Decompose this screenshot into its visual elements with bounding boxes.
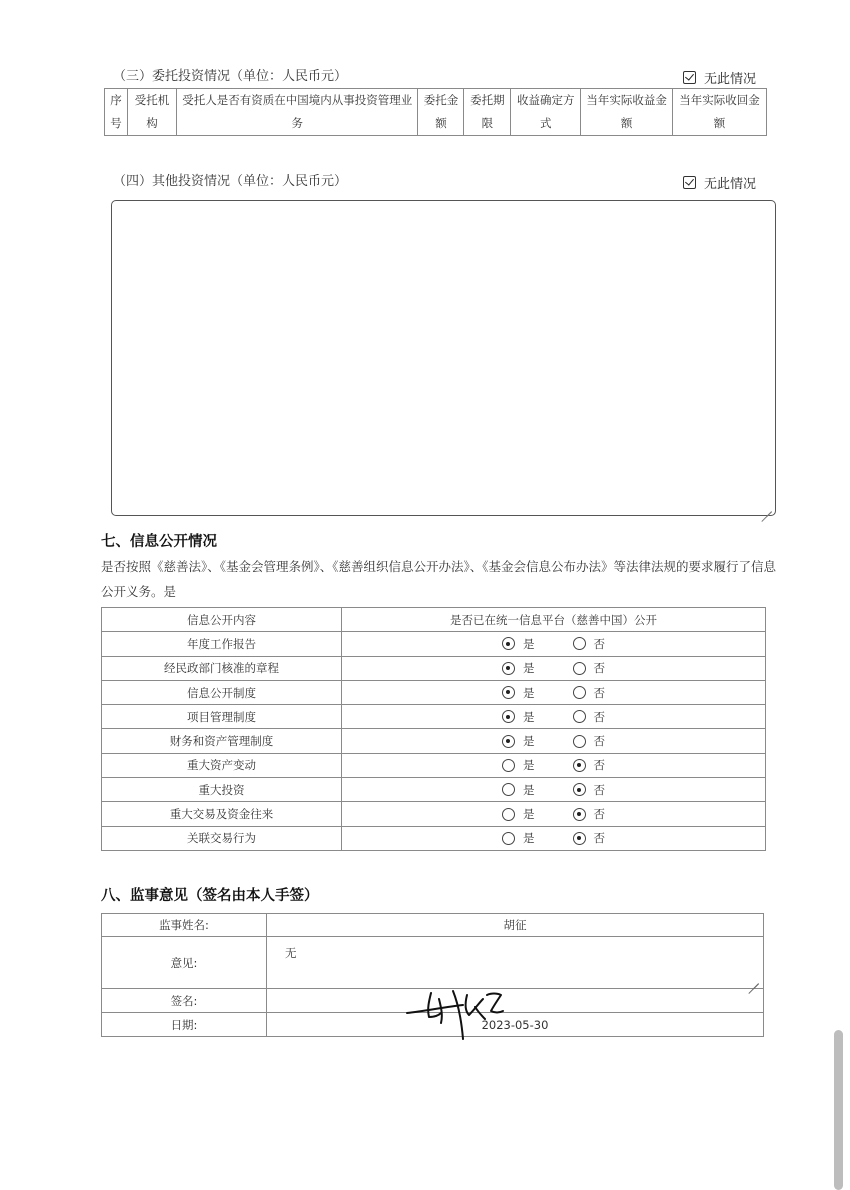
radio-no-label: 否 [593, 636, 605, 651]
disclosure-item: 信息公开制度 [102, 680, 342, 704]
radio-no[interactable] [573, 685, 606, 701]
checkbox-checked-icon [683, 176, 696, 189]
header-term: 委托期 限 [464, 89, 511, 136]
header-return-method: 收益确定方 式 [511, 89, 581, 136]
table-row [102, 729, 766, 753]
disclosure-options [342, 705, 766, 729]
table-row [102, 778, 766, 802]
radio-icon [502, 662, 515, 675]
radio-icon [502, 637, 515, 650]
radio-no-label: 否 [593, 758, 605, 773]
radio-icon [573, 662, 586, 675]
supervisor-name-label: 监事姓名: [102, 914, 267, 937]
radio-icon [573, 832, 586, 845]
resize-handle-icon[interactable] [747, 972, 759, 984]
radio-no-label: 否 [593, 782, 605, 797]
header-actual-return: 当年实际收益金 额 [581, 89, 673, 136]
disclosure-heading: 七、信息公开情况 [101, 534, 217, 550]
radio-yes[interactable] [502, 830, 535, 846]
radio-icon [573, 710, 586, 723]
radio-no[interactable] [573, 782, 606, 798]
radio-icon [573, 808, 586, 821]
radio-no[interactable] [573, 660, 606, 676]
disclosure-item: 关联交易行为 [102, 826, 342, 850]
radio-icon [573, 735, 586, 748]
radio-yes[interactable] [502, 709, 535, 725]
radio-yes[interactable] [502, 782, 535, 798]
radio-yes[interactable] [502, 660, 535, 676]
radio-yes-label: 是 [523, 831, 535, 846]
radio-icon [502, 783, 515, 796]
disclosure-options [342, 656, 766, 680]
radio-no-label: 否 [593, 831, 605, 846]
radio-yes-label: 是 [523, 734, 535, 749]
checkbox-checked-icon [683, 71, 696, 84]
radio-icon [573, 686, 586, 699]
radio-yes[interactable] [502, 685, 535, 701]
opinion-field[interactable] [267, 937, 764, 989]
disclosure-options [342, 729, 766, 753]
radio-no-label: 否 [593, 807, 605, 822]
disclosure-options [342, 753, 766, 777]
disclosure-options [342, 680, 766, 704]
table-row [102, 656, 766, 680]
radio-icon [502, 759, 515, 772]
header-amount: 委托金 额 [418, 89, 464, 136]
disclosure-item: 重大投资 [102, 778, 342, 802]
radio-icon [573, 637, 586, 650]
handwritten-signature [405, 985, 505, 1041]
date-label: 日期: [102, 1013, 267, 1037]
radio-icon [502, 808, 515, 821]
table-header-row [105, 89, 767, 136]
disclosure-options [342, 632, 766, 656]
radio-icon [502, 710, 515, 723]
table-row [102, 680, 766, 704]
table-row [102, 705, 766, 729]
disclosure-item: 年度工作报告 [102, 632, 342, 656]
supervisor-heading: 八、监事意见（签名由本人手签） [101, 888, 319, 904]
disclosure-item: 财务和资产管理制度 [102, 729, 342, 753]
radio-yes[interactable] [502, 806, 535, 822]
radio-yes-label: 是 [523, 758, 535, 773]
header-content: 信息公开内容 [102, 608, 342, 632]
radio-no[interactable] [573, 709, 606, 725]
radio-icon [502, 735, 515, 748]
radio-yes-label: 是 [523, 782, 535, 797]
radio-yes[interactable] [502, 757, 535, 773]
table-row [102, 802, 766, 826]
other-none-checkbox[interactable] [683, 173, 756, 192]
disclosure-item: 重大交易及资金往来 [102, 802, 342, 826]
radio-no-label: 否 [593, 685, 605, 700]
date-value: 2023-05-30 [267, 1013, 764, 1037]
radio-no[interactable] [573, 830, 606, 846]
radio-no[interactable] [573, 757, 606, 773]
disclosure-options [342, 826, 766, 850]
other-none-label: 无此情况 [704, 177, 757, 192]
radio-no-label: 否 [593, 661, 605, 676]
radio-yes-label: 是 [523, 807, 535, 822]
disclosure-options [342, 778, 766, 802]
supervisor-name-value: 胡征 [267, 914, 764, 937]
disclosure-options [342, 802, 766, 826]
radio-no[interactable] [573, 733, 606, 749]
header-trustee: 受托机 构 [127, 89, 176, 136]
entrusted-investment-title: （三）委托投资情况（单位：人民币元） [113, 69, 348, 84]
opinion-value: 无 [285, 946, 297, 960]
disclosure-item: 项目管理制度 [102, 705, 342, 729]
opinion-label: 意见: [102, 937, 267, 989]
radio-icon [573, 783, 586, 796]
header-actual-recovery: 当年实际收回金 额 [673, 89, 767, 136]
disclosure-item: 重大资产变动 [102, 753, 342, 777]
radio-no-label: 否 [593, 709, 605, 724]
entrusted-investment-table [104, 88, 767, 136]
radio-no[interactable] [573, 636, 606, 652]
table-header-row [102, 608, 766, 632]
radio-yes[interactable] [502, 733, 535, 749]
radio-no[interactable] [573, 806, 606, 822]
entrusted-none-label: 无此情况 [704, 72, 757, 87]
signature-cell [267, 989, 764, 1013]
radio-no-label: 否 [593, 734, 605, 749]
disclosure-paragraph: 是否按照《慈善法》、《基金会管理条例》、《慈善组织信息公开办法》、《基金会信息公布办法》等法律法规的要求履行了信息公开义务。是 [101, 559, 777, 599]
other-investment-title: （四）其他投资情况（单位：人民币元） [113, 174, 348, 189]
header-index: 序 号 [105, 89, 128, 136]
entrusted-none-checkbox[interactable] [683, 68, 756, 87]
radio-icon [502, 832, 515, 845]
radio-yes-label: 是 [523, 685, 535, 700]
radio-icon [502, 686, 515, 699]
signature-label: 签名: [102, 989, 267, 1013]
vertical-scrollbar[interactable] [834, 1030, 843, 1190]
radio-icon [573, 759, 586, 772]
radio-yes-label: 是 [523, 636, 535, 651]
disclosure-item: 经民政部门核准的章程 [102, 656, 342, 680]
radio-yes-label: 是 [523, 661, 535, 676]
resize-handle-icon[interactable] [760, 500, 772, 512]
radio-yes-label: 是 [523, 709, 535, 724]
header-qualification: 受托人是否有资质在中国境内从事投资管理业 务 [176, 89, 418, 136]
header-platform: 是否已在统一信息平台（慈善中国）公开 [342, 608, 766, 632]
table-row [102, 632, 766, 656]
table-row [102, 753, 766, 777]
table-row [102, 826, 766, 850]
disclosure-table [101, 607, 766, 851]
other-investment-textarea[interactable] [111, 200, 776, 516]
radio-yes[interactable] [502, 636, 535, 652]
